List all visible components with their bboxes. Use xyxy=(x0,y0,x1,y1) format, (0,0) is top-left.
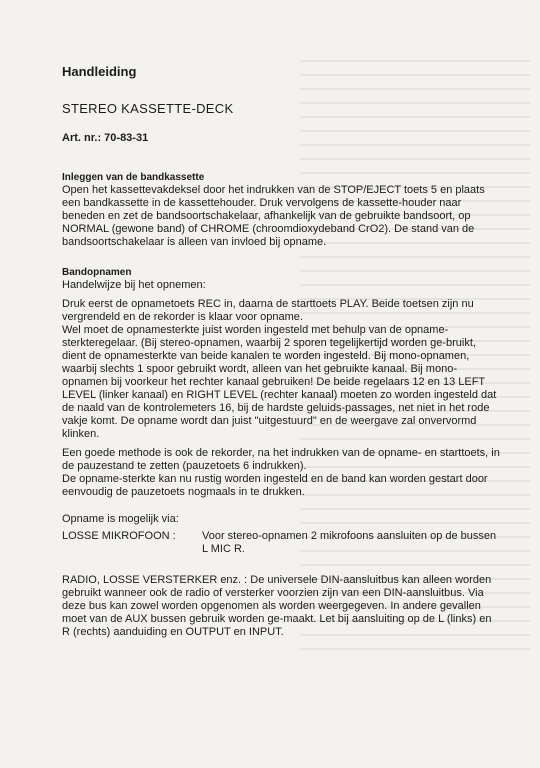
mikrofoon-text: Voor stereo-opnamen 2 mikrofoons aansluiten op de bussen L MIC R. xyxy=(202,530,497,555)
section-inleggen xyxy=(62,172,502,249)
mikrofoon-label: LOSSE MIKROFOON : xyxy=(62,530,176,542)
article-number: Art. nr.: 70-83-31 xyxy=(62,132,149,144)
section-intro: Handelwijze bij het opnemen: xyxy=(62,279,206,291)
section-title: Bandopnamen xyxy=(62,267,132,278)
paragraph: Een goede methode is ook de rekorder, na het indrukken van de opname- en starttoets, in de pauzestand te zetten (pauzetoets 6 indrukken). xyxy=(62,447,500,472)
section-bandopnamen xyxy=(62,267,502,499)
radio-paragraph: RADIO, LOSSE VERSTERKER enz. : De universele DIN-aansluitbus kan alleen worden gebruikt wanneer ook de radio of versterker voorzien zijn van een DIN-aansluitbus. Via deze bus kan zowel worden opgenomen als worden weergegeven. In andere gevallen moet van de AUX bussen gebruik worden ge-maakt. Let bij aansluiting op de L (links) en R (rechts) aanduiding en OUTPUT en INPUT. xyxy=(62,574,492,638)
product-title: STEREO KASSETTE-DECK xyxy=(62,101,234,116)
paragraph: Wel moet de opnamesterkte juist worden ingesteld met behulp van de opname-sterkteregelaar. (Bij stereo-opnamen, waarbij 2 sporen tegelijkertijd worden ge-bruikt, dient de opnamesterkte van beide kanalen te worden ingesteld. Bij mono-opnamen, waarbij slechts 1 spoor gebruikt wordt, alleen van het gebruikte kanaal. Bij mono-opnamen bij voorkeur het rechter kanaal gebruiken! De beide regelaars 12 en 13 LEFT LEVEL (linker kanaal) en RIGHT LEVEL (rechter kanaal) moeten zo worden ingesteld dat de naald van de kontrolemeters 16, bij de hardste geluids-passages, net niet in het rode vakje komt. De opname wordt dan juist "uitgestuurd" en de weergave zal onvervormd klinken. xyxy=(62,324,497,440)
paragraph: Druk eerst de opnametoets REC in, daarna de starttoets PLAY. Beide toetsen zijn nu vergrendeld en de rekorder is klaar voor opname. xyxy=(62,298,474,323)
manual-page xyxy=(62,64,502,639)
mikrofoon-row xyxy=(62,530,502,556)
section-opname-via xyxy=(62,513,502,639)
section-body: Open het kassettevakdeksel door het indrukken van de STOP/EJECT toets 5 en plaats een bandkassette in de kassettehouder. Druk vervolgens de kassette-houder naar beneden en zet de bandsoortschakelaar, afhankelijk van de gebruikte bandsoort, op NORMAL (gewone band) of CHROME (chroomdioxydeband CrO2). De stand van de bandsoortschakelaar is alleen van invloed bij opname. xyxy=(62,184,485,248)
section-title: Inleggen van de bandkassette xyxy=(62,172,205,183)
section-intro: Opname is mogelijk via: xyxy=(62,513,179,525)
manual-heading: Handleiding xyxy=(62,64,137,79)
paragraph: De opname-sterkte kan nu rustig worden ingesteld en de band kan worden gestart door eenvoudig de pauzetoets nogmaals in te drukken. xyxy=(62,473,488,498)
